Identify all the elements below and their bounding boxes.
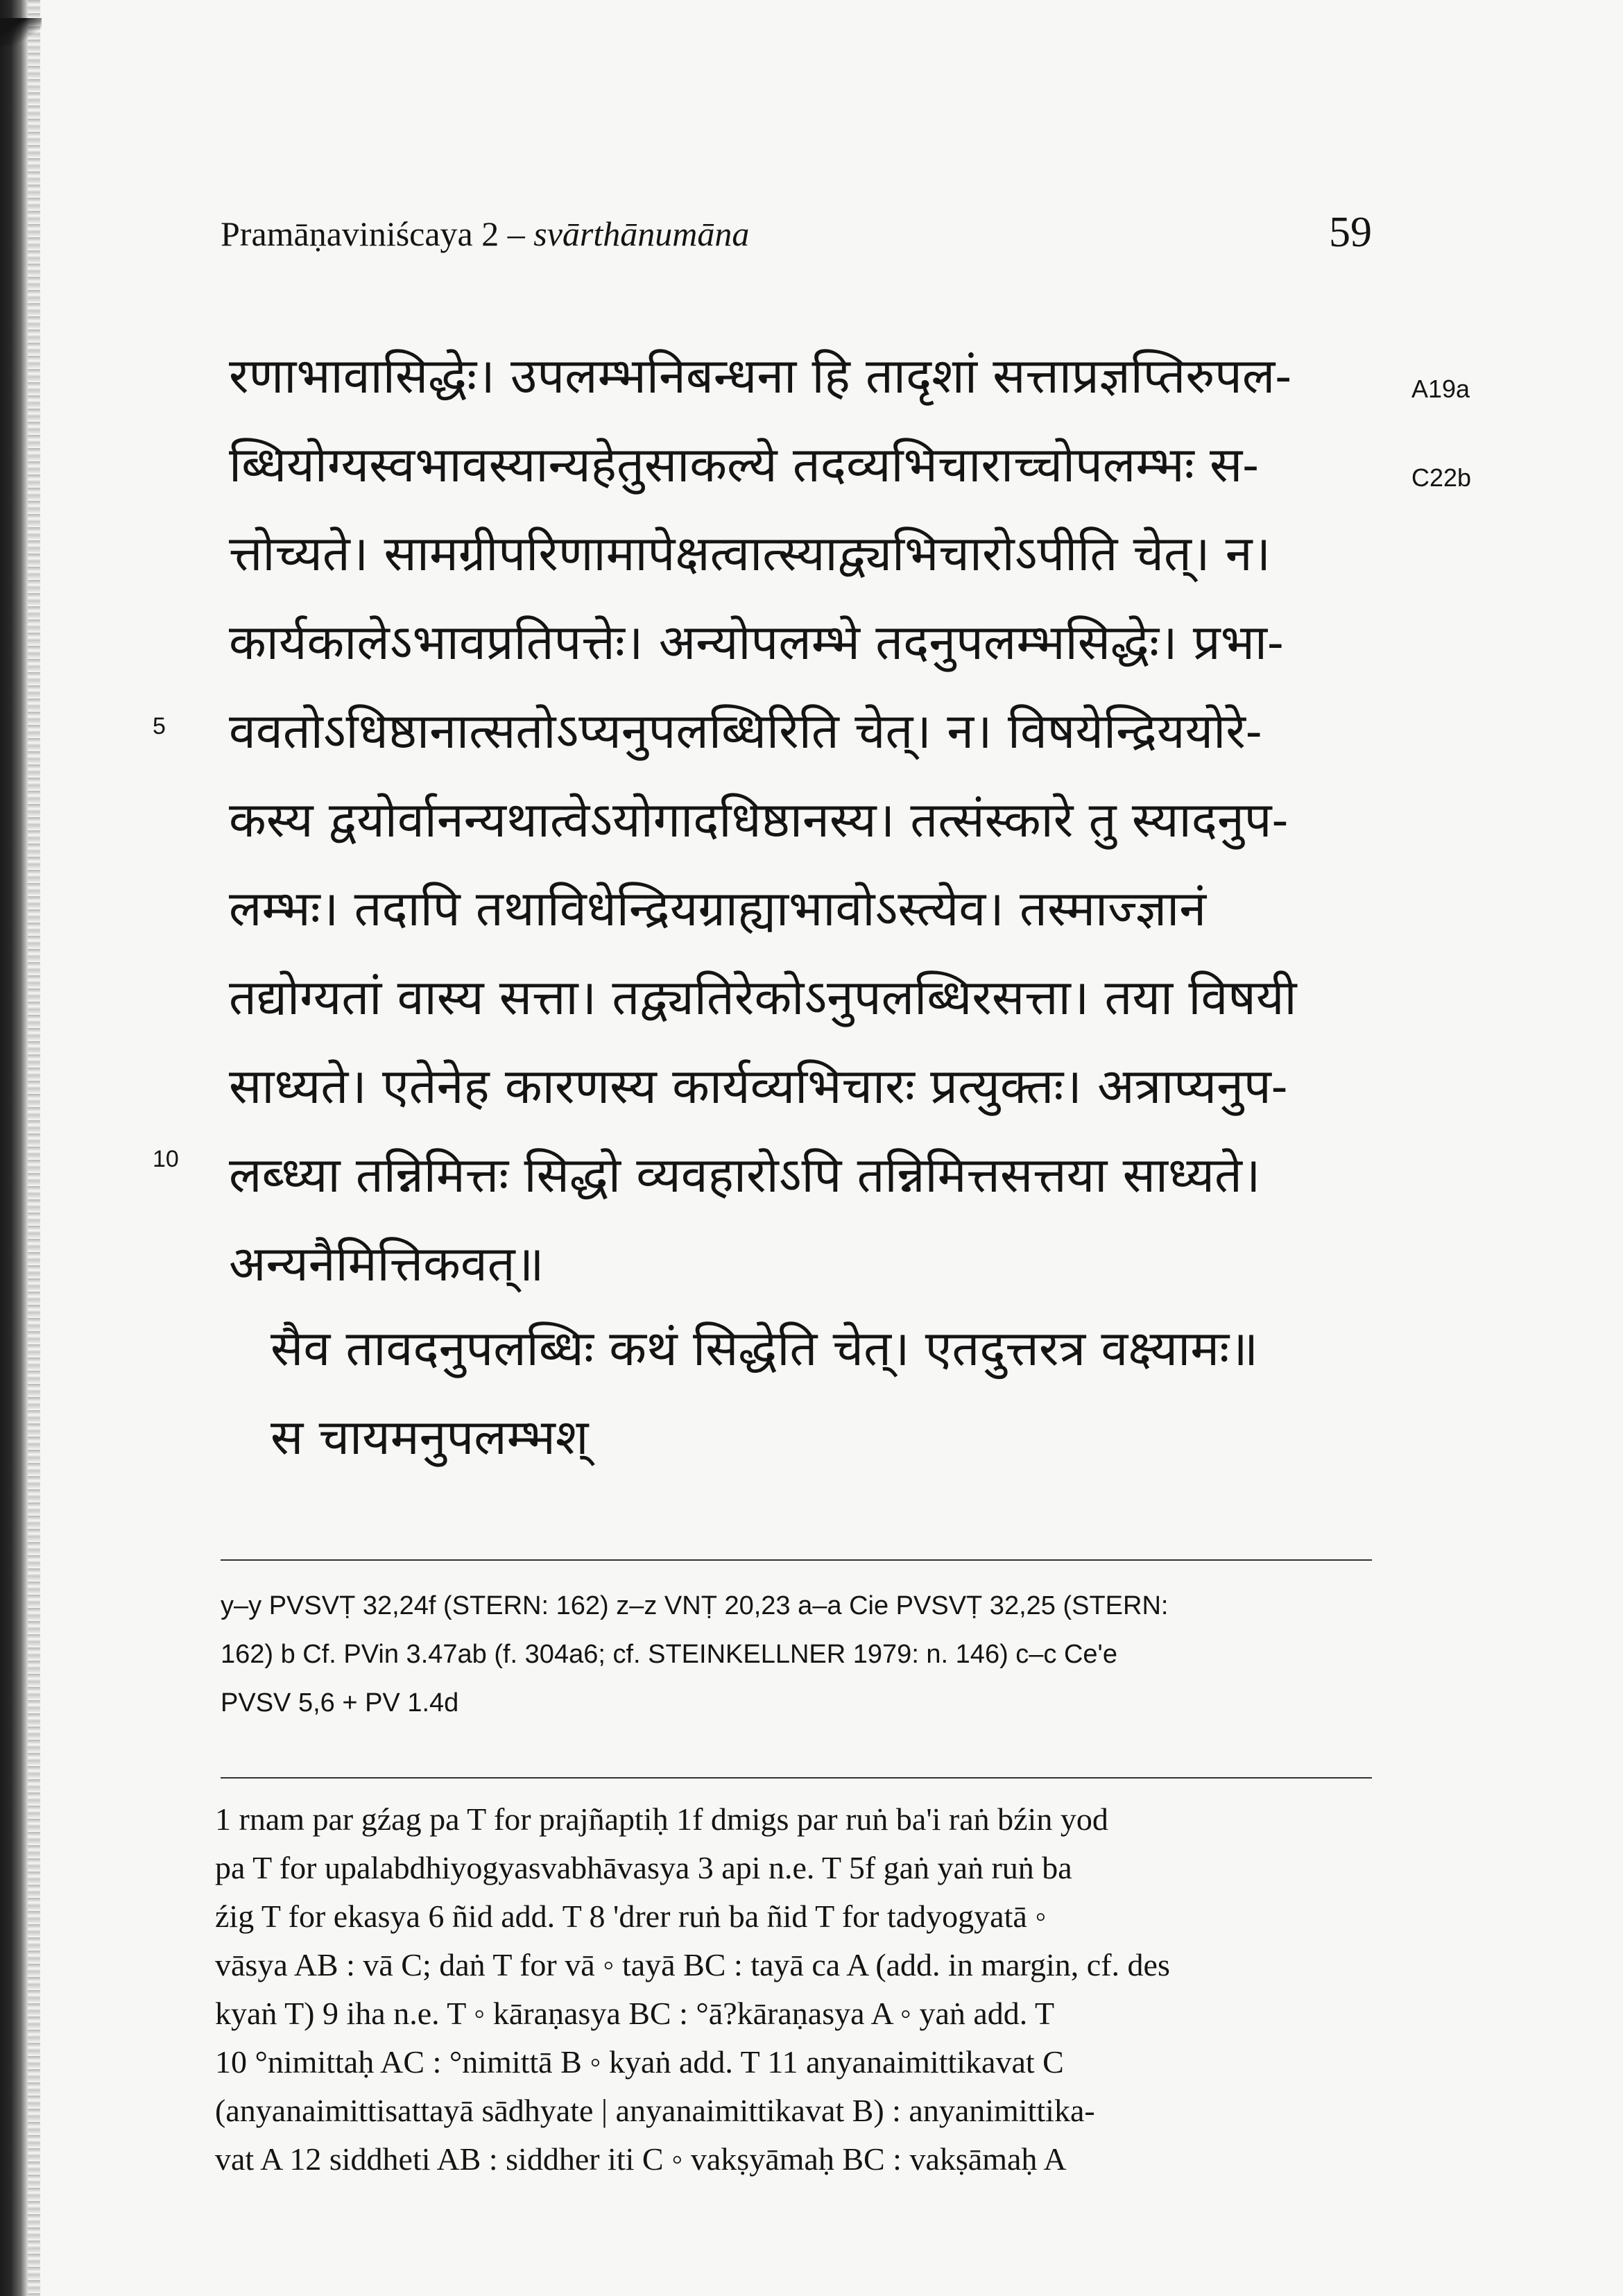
note-line: vāsya AB : vā C; daṅ T for vā ◦ tayā BC : tayā ca A (add. in margin, cf. des <box>215 1947 1170 1982</box>
folio-marker: A19a <box>1411 375 1470 403</box>
text-line: कार्यकालेऽभावप्रतिपत्तेः। अन्योपलम्भे तदनुपलम्भसिद्धेः। प्रभा- <box>229 614 1284 671</box>
apparatus-line: y–y PVSVṬ 32,24f (STERN: 162) z–z VNṬ 20,23 a–a Cie PVSVṬ 32,25 (STERN: <box>221 1591 1169 1620</box>
page-number: 59 <box>1329 209 1372 256</box>
apparatus-line: PVSV 5,6 + PV 1.4d <box>221 1688 459 1717</box>
note-line: kyaṅ T) 9 iha n.e. T ◦ kāraṇasya BC : °ā?kāraṇasya A ◦ yaṅ add. T <box>215 1996 1055 2031</box>
text-line: ब्धियोग्यस्वभावस्यान्यहेतुसाकल्ये तदव्यभिचाराच्चोपलम्भः स- <box>229 436 1259 493</box>
verse-line: स चायमनुपलम्भश् <box>270 1409 589 1466</box>
apparatus-divider <box>221 1559 1372 1561</box>
text-line: त्तोच्यते। सामग्रीपरिणामापेक्षत्वात्स्याद्व्यभिचारोऽपीति चेत्। न। <box>229 525 1271 582</box>
notes-divider <box>221 1777 1372 1779</box>
verse-block <box>270 1304 1380 1482</box>
book-spine-shadow <box>0 0 28 2296</box>
text-line: साध्यते। एतेनेह कारणस्य कार्यव्यभिचारः प्रत्युक्तः। अत्राप्यनुप- <box>229 1058 1288 1115</box>
line-number-marker: 5 <box>153 713 166 739</box>
text-line: अन्यनैमित्तिकवत्॥ <box>229 1235 544 1292</box>
text-line: तद्योग्यतां वास्य सत्ता। तद्व्यतिरेकोऽनुपलब्धिरसत्ता। तया विषयी <box>229 969 1297 1026</box>
critical-notes <box>215 1795 1380 2184</box>
running-header <box>221 208 1372 264</box>
line-number-marker: 10 <box>153 1146 179 1172</box>
text-line: लब्ध्या तन्निमित्तः सिद्धो व्यवहारोऽपि तन्निमित्तसत्तया साध्यते। <box>229 1147 1261 1203</box>
apparatus-line: 162) b Cf. PVin 3.47ab (f. 304a6; cf. STEINKELLNER 1979: n. 146) c–c Ce'e <box>221 1640 1117 1669</box>
text-line: ववतोऽधिष्ठानात्सतोऽप्यनुपलब्धिरिति चेत्। न। विषयेन्द्रिययोरे- <box>229 703 1262 760</box>
text-line: रणाभावासिद्धेः। उपलम्भनिबन्धना हि तादृशां सत्ताप्रज्ञप्तिरुपल- <box>229 348 1292 404</box>
verse-line: सैव तावदनुपलब्धिः कथं सिद्धेति चेत्। एतदुत्तरत्र वक्ष्यामः॥ <box>270 1320 1259 1377</box>
note-line: pa T for upalabdhiyogyasvabhāvasya 3 api n.e. T 5f gaṅ yaṅ ruṅ ba <box>215 1850 1072 1885</box>
note-line: (anyanaimittisattayā sādhyate | anyanaimittikavat B) : anyanimittika- <box>215 2093 1095 2128</box>
text-line: कस्य द्वयोर्वानन्यथात्वेऽयोगादधिष्ठानस्य। तत्संस्कारे तु स्यादनुप- <box>229 791 1289 848</box>
note-line: źig T for ekasya 6 ñid add. T 8 'drer ruṅ ba ñid T for tadyogyatā ◦ <box>215 1899 1047 1934</box>
source-apparatus <box>221 1582 1372 1727</box>
note-line: vat A 12 siddheti AB : siddher iti C ◦ vakṣyāmaḥ BC : vakṣāmaḥ A <box>215 2141 1067 2177</box>
note-line: 1 rnam par gźag pa T for prajñaptiḥ 1f dmigs par ruṅ ba'i raṅ bźin yod <box>215 1801 1108 1837</box>
note-line: 10 °nimittaḥ AC : °nimittā B ◦ kyaṅ add. T 11 anyanaimittikavat C <box>215 2044 1064 2080</box>
folio-marker: C22b <box>1411 463 1472 492</box>
text-line: लम्भः। तदापि तथाविधेन्द्रियग्राह्याभावोऽस्त्येव। तस्माज्ज्ञानं <box>229 880 1207 937</box>
main-text-block <box>229 332 1380 1308</box>
running-title: Pramāṇaviniścaya 2 – svārthānumāna <box>221 214 750 253</box>
book-spine-edge <box>28 0 40 2296</box>
